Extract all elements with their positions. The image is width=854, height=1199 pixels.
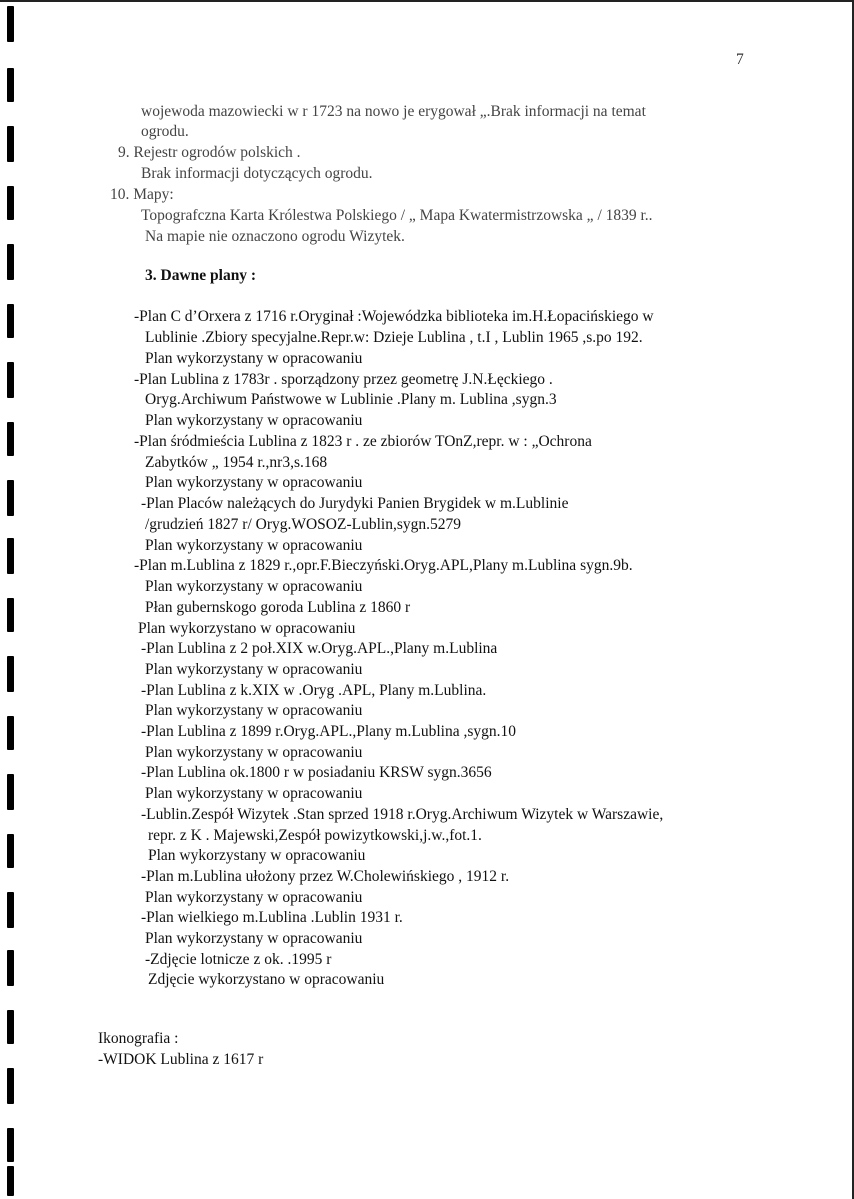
text-line: Oryg.Archiwum Państwowe w Lublinie .Plany m. Lublina ,sygn.3 (145, 391, 557, 408)
punch-hole-mark (7, 716, 14, 750)
text-line: -WIDOK Lublina z 1617 r (98, 1051, 264, 1068)
text-line: Płan gubernskogo goroda Lublina z 1860 r (145, 599, 411, 616)
text-line: Zabytków „ 1954 r.,nr3,s.168 (145, 454, 328, 471)
punch-hole-mark (7, 538, 14, 574)
punch-hole-mark (7, 422, 14, 456)
text-line: -Plan śródmieścia Lublina z 1823 r . ze zbiorów TOnZ,repr. w : „Ochrona (134, 433, 592, 450)
text-line: -Plan C d’Orxera z 1716 r.Oryginał :Wojewódzka biblioteka im.H.Łopacińskiego w (134, 308, 654, 325)
text-line: Plan wykorzystany w opracowaniu (145, 785, 363, 802)
punch-hole-mark (7, 6, 14, 42)
text-line: -Lublin.Zespół Wizytek .Stan sprzed 1918 r.Oryg.Archiwum Wizytek w Warszawie, (141, 806, 664, 823)
punch-hole-mark (7, 68, 14, 102)
punch-hole-mark (7, 480, 14, 516)
punch-hole-mark (7, 1166, 14, 1196)
list-item: 10. Mapy: (110, 186, 174, 203)
punch-hole-mark (7, 598, 14, 632)
text-line: Plan wykorzystany w opracowaniu (145, 412, 363, 429)
text-line: Plan wykorzystany w opracowaniu (145, 930, 363, 947)
punch-hole-mark (7, 950, 14, 986)
text-line: wojewoda mazowiecki w r 1723 na nowo je erygował „.Brak informacji na temat (141, 103, 646, 120)
punch-hole-mark (7, 244, 14, 280)
text-line: -Plan m.Lublina z 1829 r.,opr.F.Bieczyński.Oryg.APL,Plany m.Lublina sygn.9b. (134, 557, 633, 574)
text-line: -Plan m.Lublina ułożony przez W.Cholewińskiego , 1912 r. (141, 868, 510, 885)
text-line: /grudzień 1827 r/ Oryg.WOSOZ-Lublin,sygn.5279 (145, 516, 461, 533)
punch-hole-mark (7, 656, 14, 692)
iconography-heading: Ikonografia : (98, 1030, 179, 1047)
text-line: -Plan Lublina z k.XIX w .Oryg .APL, Plany m.Lublina. (141, 682, 487, 699)
section-heading: 3. Dawne plany : (145, 267, 257, 284)
punch-hole-mark (7, 304, 14, 338)
list-item: 9. Rejestr ogrodów polskich . (118, 144, 301, 161)
text-line: -Plan Lublina z 1783r . sporządzony przez geometrę J.N.Łęckiego . (134, 371, 553, 388)
text-line: Plan wykorzystany w opracowaniu (145, 350, 363, 367)
page-border-top (0, 0, 854, 2)
punch-hole-mark (7, 1068, 14, 1104)
punch-hole-mark (7, 892, 14, 928)
text-line: Plan wykorzystany w opracowaniu (145, 661, 363, 678)
punch-hole-mark (7, 126, 14, 162)
text-line: Brak informacji dotyczących ogrodu. (141, 165, 373, 182)
text-line: Plan wykorzystany w opracowaniu (145, 537, 363, 554)
text-line: -Plan Lublina z 2 poł.XIX w.Oryg.APL.,Plany m.Lublina (141, 640, 498, 657)
text-line: Plan wykorzystany w opracowaniu (145, 702, 363, 719)
punch-hole-mark (7, 774, 14, 810)
text-line: Plan wykorzystany w opracowaniu (148, 847, 366, 864)
punch-hole-mark (7, 362, 14, 398)
text-line: -Plan Lublina ok.1800 r w posiadaniu KRSW sygn.3656 (141, 764, 492, 781)
text-line: Lublinie .Zbiory specyjalne.Repr.w: Dzieje Lublina , t.I , Lublin 1965 ,s.po 192. (145, 329, 643, 346)
punch-hole-mark (7, 186, 14, 220)
punch-hole-mark (7, 834, 14, 868)
text-line: Plan wykorzystano w opracowaniu (138, 620, 356, 637)
text-line: Zdjęcie wykorzystano w opracowaniu (148, 971, 385, 988)
text-line: Plan wykorzystany w opracowaniu (145, 474, 363, 491)
text-line: -Plan Lublina z 1899 r.Oryg.APL.,Plany m.Lublina ,sygn.10 (141, 723, 516, 740)
text-line: Plan wykorzystany w opracowaniu (145, 744, 363, 761)
text-line: Plan wykorzystany w opracowaniu (145, 889, 363, 906)
punch-hole-mark (7, 1128, 14, 1162)
text-line: ogrodu. (141, 123, 189, 140)
text-line: -Zdjęcie lotnicze z ok. .1995 r (145, 951, 332, 968)
punch-hole-mark (7, 1010, 14, 1044)
text-line: -Plan wielkiego m.Lublina .Lublin 1931 r. (141, 909, 403, 926)
text-line: Plan wykorzystany w opracowaniu (145, 578, 363, 595)
text-line: repr. z K . Majewski,Zespół powizytkowski,j.w.,fot.1. (148, 827, 482, 844)
text-line: Na mapie nie oznaczono ogrodu Wizytek. (145, 228, 405, 245)
text-line: -Plan Placów należących do Jurydyki Panien Brygidek w m.Lublinie (141, 495, 569, 512)
page-number: 7 (736, 51, 744, 68)
text-line: Topografczna Karta Królestwa Polskiego / „ Mapa Kwatermistrzowska „ / 1839 r.. (141, 207, 653, 224)
